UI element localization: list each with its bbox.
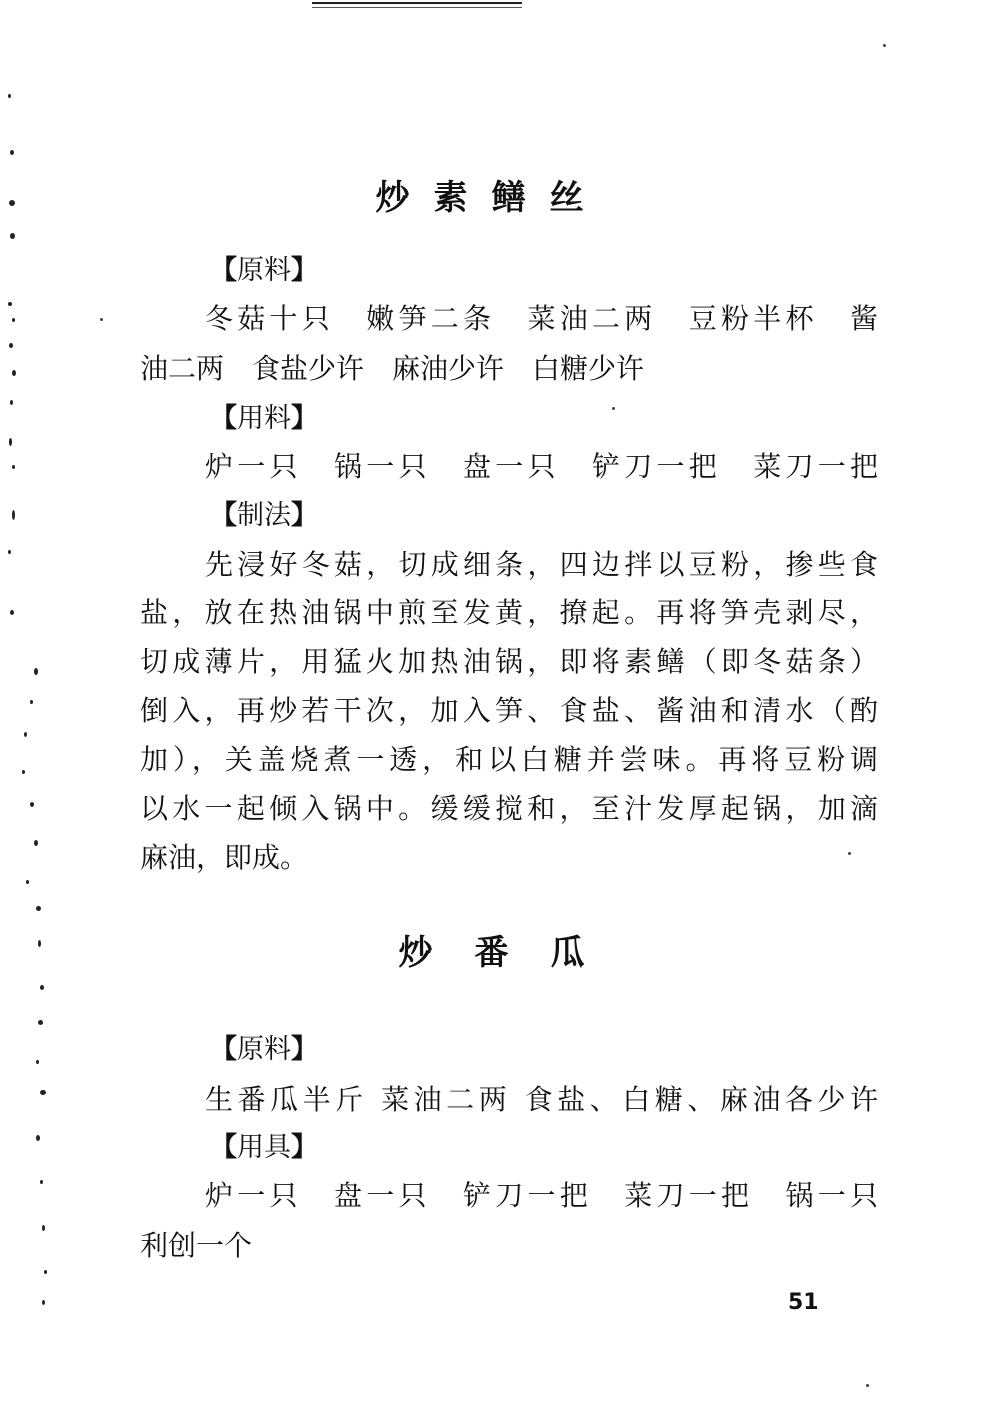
speck xyxy=(866,1384,869,1387)
section-heading-ingredients: 【原料】 xyxy=(210,255,318,286)
speck xyxy=(100,318,103,321)
recipe-title: 炒番瓜 xyxy=(398,933,627,973)
text-line: 切成薄片，用猛火加热油锅，即将素鳝（即冬菇条） xyxy=(140,645,878,678)
text-line: 炉一只 盘一只 铲刀一把 菜刀一把 锅一只 xyxy=(205,1179,878,1212)
text-line: 利创一个 xyxy=(140,1229,253,1262)
text-line: 盐，放在热油锅中煎至发黄，撩起。再将笋壳剥尽， xyxy=(140,596,878,629)
section-heading-method: 【制法】 xyxy=(210,500,318,531)
section-heading-label: 原料 xyxy=(237,255,291,286)
text-line: 以水一起倾入锅中。缓缓搅和，至汁发厚起锅，加滴 xyxy=(140,792,878,825)
text-line: 生番瓜半斤 菜油二两 食盐、白糖、麻油各少许 xyxy=(205,1083,878,1116)
binding-edge-marks xyxy=(0,80,60,1330)
text-line: 炉一只 锅一只 盘一只 铲刀一把 菜刀一把 xyxy=(205,450,878,483)
text-line: 先浸好冬菇，切成细条，四边拌以豆粉，掺些食 xyxy=(205,548,878,581)
text-line: 加），关盖烧煮一透，和以白糖并尝味。再将豆粉调 xyxy=(140,743,878,776)
section-heading-label: 用具 xyxy=(237,1132,291,1163)
recipe-title: 炒素鳝丝 xyxy=(375,178,608,218)
text-line: 麻油，即成。 xyxy=(140,841,309,874)
section-heading-tools: 【用具】 xyxy=(210,1132,318,1163)
section-heading-label: 制法 xyxy=(237,500,291,531)
text-line: 油二两 食盐少许 麻油少许 白糖少许 xyxy=(140,352,645,385)
section-heading-materials: 【用料】 xyxy=(210,403,318,434)
text-line: 冬菇十只 嫩笋二条 菜油二两 豆粉半杯 酱 xyxy=(205,302,878,335)
speck xyxy=(883,44,886,47)
page-number: 51 xyxy=(788,1290,819,1315)
speck xyxy=(612,407,615,410)
section-heading-label: 原料 xyxy=(237,1034,291,1065)
section-heading-label: 用料 xyxy=(237,403,291,434)
top-rule xyxy=(312,2,522,8)
section-heading-ingredients: 【原料】 xyxy=(210,1034,318,1065)
text-line: 倒入，再炒若干次，加入笋、食盐、酱油和清水（酌 xyxy=(140,694,878,727)
